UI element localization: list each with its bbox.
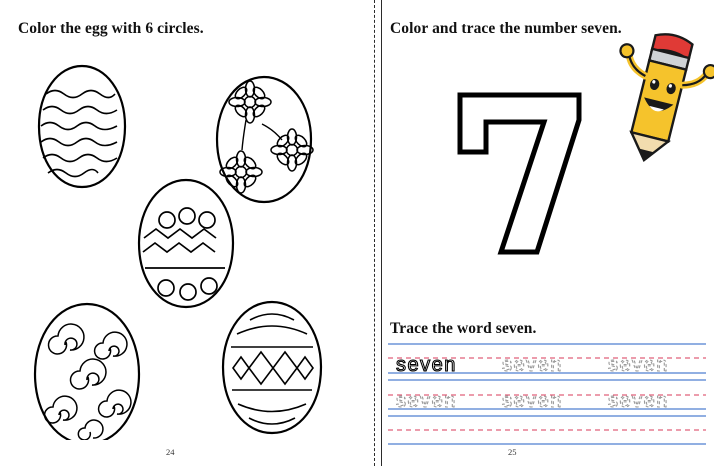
trace-word-dashed[interactable]: seven bbox=[608, 390, 669, 412]
egg-circles[interactable] bbox=[139, 180, 233, 307]
trace-word-dashed[interactable]: seven bbox=[502, 354, 563, 376]
egg-flowers[interactable] bbox=[217, 77, 313, 202]
egg-waves[interactable] bbox=[39, 66, 125, 187]
smiling-pencil-icon bbox=[604, 28, 714, 173]
right-page-heading-word: Trace the word seven. bbox=[390, 320, 537, 337]
handwriting-trace-area[interactable] bbox=[374, 340, 720, 450]
egg-spirals[interactable] bbox=[35, 304, 139, 440]
trace-word-dashed[interactable]: seven bbox=[608, 354, 669, 376]
trace-word-dashed[interactable]: seven bbox=[502, 390, 563, 412]
numeral-seven-outline[interactable] bbox=[374, 40, 624, 290]
egg-diamonds[interactable] bbox=[223, 302, 321, 433]
left-page-heading: Color the egg with 6 circles. bbox=[18, 20, 204, 37]
trace-word-solid[interactable]: seven bbox=[396, 354, 457, 376]
easter-eggs-illustration bbox=[0, 40, 374, 440]
trace-row-1[interactable] bbox=[388, 344, 706, 376]
trace-row-3[interactable] bbox=[388, 416, 706, 444]
right-page-number: 25 bbox=[508, 447, 517, 457]
left-page-number: 24 bbox=[166, 447, 175, 457]
trace-row-2[interactable] bbox=[388, 380, 706, 412]
trace-word-dashed[interactable]: seven bbox=[396, 390, 457, 412]
right-page bbox=[374, 0, 720, 466]
right-page-heading-number: Color and trace the number seven. bbox=[390, 20, 622, 37]
